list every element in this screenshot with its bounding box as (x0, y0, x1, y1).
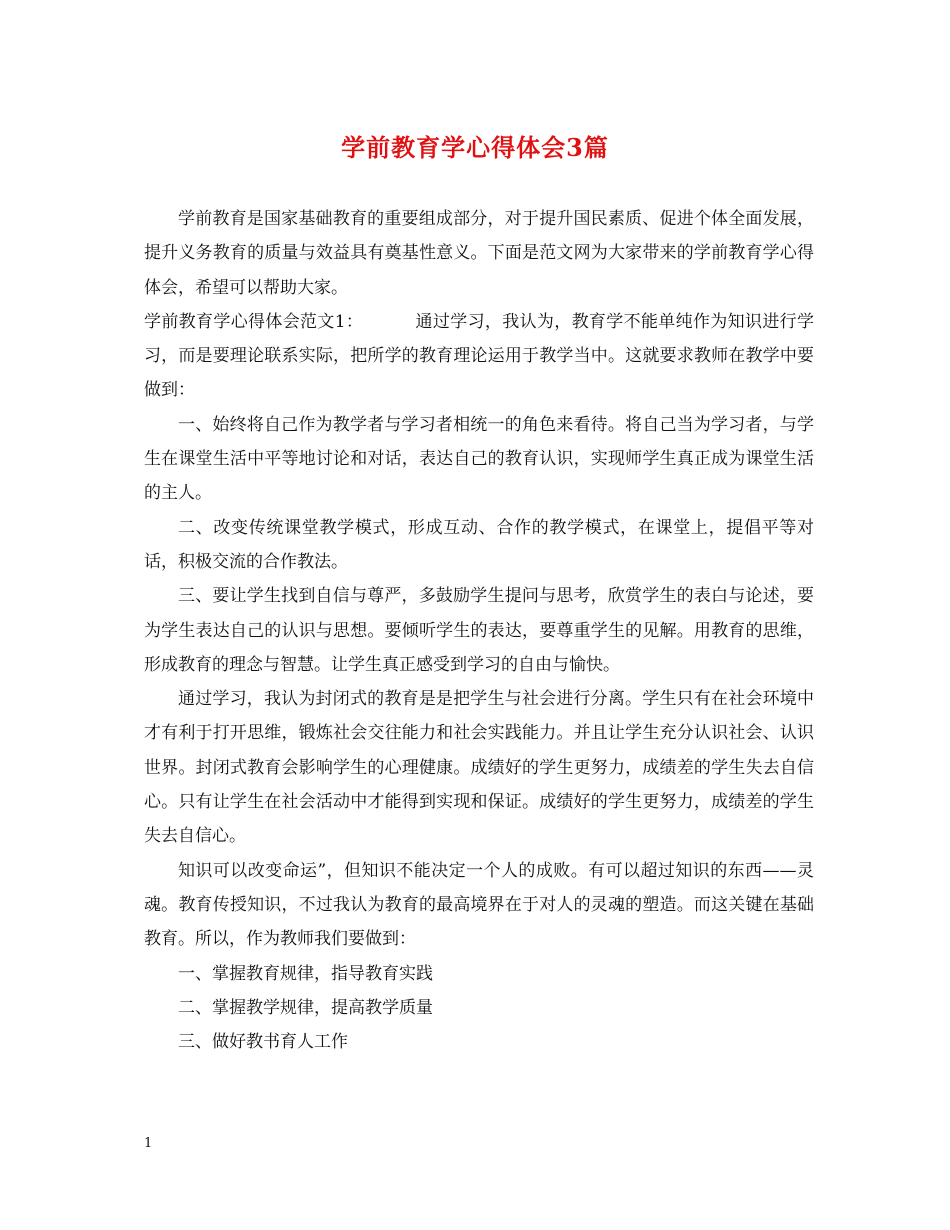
essay-1-heading: 学前教育学心得体会范文1： (144, 311, 364, 332)
page-number: 1 (144, 1136, 153, 1151)
document-title: 学前教育学心得体会3篇 (341, 133, 609, 162)
document-body (144, 202, 814, 1059)
intro-paragraph: 学前教育是国家基础教育的重要组成部分，对于提升国民素质、促进个体全面发展，提升义务教育的质量与效益具有奠基性意义。下面是范文网为大家带来的学前教育学心得体会，希望可以帮助大家。 (144, 209, 814, 298)
list-item-1: 一、掌握教育规律，指导教育实践 (178, 963, 433, 984)
list-item-2: 二、掌握教学规律，提高教学质量 (178, 997, 433, 1018)
point-3-paragraph: 三、要让学生找到自信与尊严，多鼓励学生提问与思考，欣赏学生的表白与论述，要为学生表达自己的认识与思想。要倾听学生的表达，要尊重学生的见解。用教育的思维，形成教育的理念与智慧。让学生真正感受到学习的自由与愉快。 (144, 586, 814, 675)
point-1-paragraph: 一、始终将自己作为教学者与学习者相统一的角色来看待。将自己当为学习者，与学生在课堂生活中平等地讨论和对话，表达自己的教育认识，实现师学生真正成为课堂生活的主人。 (144, 414, 814, 504)
point-2-paragraph: 二、改变传统课堂教学模式，形成互动、合作的教学模式，在课堂上，提倡平等对话，积极交流的合作教法。 (144, 517, 814, 572)
closed-education-paragraph: 通过学习，我认为封闭式的教育是是把学生与社会进行分离。学生只有在社会环境中才有利于打开思维，锻炼社会交往能力和社会实践能力。并且让学生充分认识社会、认识世界。封闭式教育会影响学生的心理健康。成绩好的学生更努力，成绩差的学生失去自信心。只有让学生在社会活动中才能得到实现和保证。成绩好的学生更努力，成绩差的学生失去自信心。 (144, 689, 814, 847)
list-item-3: 三、做好教书育人工作 (178, 1032, 348, 1053)
essay-1-opening: 通过学习，我认为，教育学不能单纯作为知识进行学习，而是要理论联系实际，把所学的教育理论运用于教学当中。这就要求教师在教学中要做到： (144, 311, 814, 401)
essay-1-paragraph (144, 305, 814, 408)
knowledge-paragraph: 知识可以改变命运”，但知识不能决定一个人的成败。有可以超过知识的东西——灵魂。教育传授知识，不过我认为教育的最高境界在于对人的灵魂的塑造。而这关键在基础教育。所以，作为教师我们要做到： (144, 860, 814, 950)
